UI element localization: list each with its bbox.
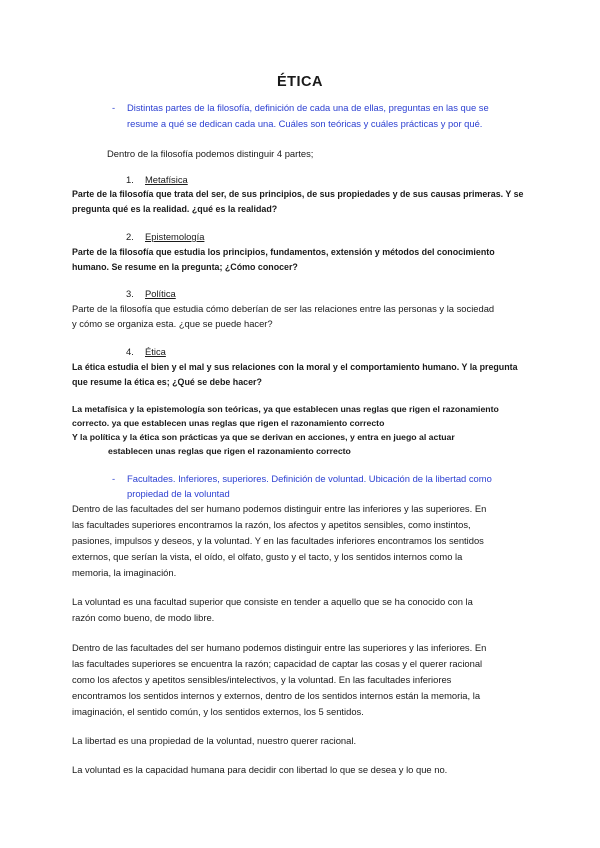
paragraph-line: externos, que serían la vista, el oído, el olfato, gusto y el tacto, y los sentidos internos como la bbox=[72, 551, 463, 562]
paragraph-line: Parte de la filosofía que estudia los principios, fundamentos, extensión y métodos del conocimiento bbox=[72, 247, 495, 257]
bullet-dash: - bbox=[112, 473, 116, 484]
paragraph-line: La metafísica y la epistemología son teóricas, ya que establecen unas reglas que rigen el razonamiento bbox=[72, 404, 499, 414]
paragraph-line: y cómo se organiza esta. ¿que se puede hacer? bbox=[72, 318, 273, 329]
paragraph-line: razón como bueno, de modo libre. bbox=[72, 612, 215, 623]
paragraph-line: La voluntad es una facultad superior que consiste en tender a aquello que se ha conocido con la bbox=[72, 596, 473, 607]
question-line: propiedad de la voluntad bbox=[127, 488, 230, 499]
list-number: 1. bbox=[126, 174, 134, 185]
paragraph-line: Parte de la filosofía que trata del ser, de sus principios, de sus propiedades y de sus causas primeras. Y se bbox=[72, 189, 524, 199]
question-line: resume a qué se dedican cada una. Cuáles son teóricas y cuáles prácticas y por qué. bbox=[127, 118, 483, 129]
paragraph-line: Parte de la filosofía que estudia cómo deberían de ser las relaciones entre las personas y la sociedad bbox=[72, 303, 495, 314]
intro-text: Dentro de la filosofía podemos distinguir 4 partes; bbox=[107, 148, 314, 159]
paragraph-line: memoria, la imaginación. bbox=[72, 567, 177, 578]
paragraph-line: que resume la ética es; ¿Qué se debe hacer? bbox=[72, 377, 262, 387]
paragraph-line: encontramos los sentidos internos y externos, dentro de los sentidos internos están la memoria, la bbox=[72, 690, 481, 701]
list-number: 2. bbox=[126, 231, 134, 242]
paragraph-line: La libertad es una propiedad de la voluntad, nuestro querer racional. bbox=[72, 735, 357, 746]
paragraph-line: Dentro de las facultades del ser humano podemos distinguir entre las superiores y las inferiores. En bbox=[72, 642, 487, 653]
paragraph-line: La ética estudia el bien y el mal y sus relaciones con la moral y el comportamiento humano. Y la pregunta bbox=[72, 362, 518, 372]
list-number: 3. bbox=[126, 288, 134, 299]
paragraph-line: como los afectos y apetitos sensibles/intelectivos, y la voluntad. En las facultades inferiores bbox=[72, 674, 452, 685]
paragraph-line: La voluntad es la capacidad humana para decidir con libertad lo que se desea y lo que no. bbox=[72, 764, 448, 775]
question-line: Facultades. Inferiores, superiores. Definición de voluntad. Ubicación de la libertad como bbox=[127, 473, 492, 484]
paragraph-line: establecen unas reglas que rigen el razonamiento correcto bbox=[108, 446, 351, 456]
paragraph-line: pregunta qué es la realidad. ¿qué es la realidad? bbox=[72, 204, 278, 214]
paragraph-line: las facultades superiores se encuentra la razón; capacidad de captar las cosas y el querer racional bbox=[72, 658, 483, 669]
paragraph-line: Y la política y la ética son prácticas ya que se derivan en acciones, y entra en juego al actuar bbox=[72, 432, 455, 442]
section-heading: Ética bbox=[145, 346, 166, 357]
paragraph-line: las facultades superiores encontramos la razón, los afectos y apetitos sensibles, como instintos, bbox=[72, 519, 471, 530]
section-heading: Metafísica bbox=[145, 174, 188, 185]
page-title: ÉTICA bbox=[277, 74, 323, 90]
question-line: Distintas partes de la filosofía, definición de cada una de ellas, preguntas en las que se bbox=[127, 102, 489, 113]
paragraph-line: Dentro de las facultades del ser humano podemos distinguir entre las inferiores y las superiores. En bbox=[72, 503, 487, 514]
section-heading: Epistemología bbox=[145, 231, 205, 242]
section-heading: Política bbox=[145, 288, 176, 299]
bullet-dash: - bbox=[112, 102, 116, 113]
paragraph-line: correcto. ya que establecen unas reglas que rigen el razonamiento correcto bbox=[72, 418, 385, 428]
list-number: 4. bbox=[126, 346, 134, 357]
paragraph-line: humano. Se resume en la pregunta; ¿Cómo conocer? bbox=[72, 262, 298, 272]
paragraph-line: pasiones, impulsos y deseos, y la voluntad. Y en las facultades inferiores encontramos los sentidos bbox=[72, 535, 484, 546]
paragraph-line: imaginación, el sentido común, y los sentidos externos, los 5 sentidos. bbox=[72, 706, 364, 717]
